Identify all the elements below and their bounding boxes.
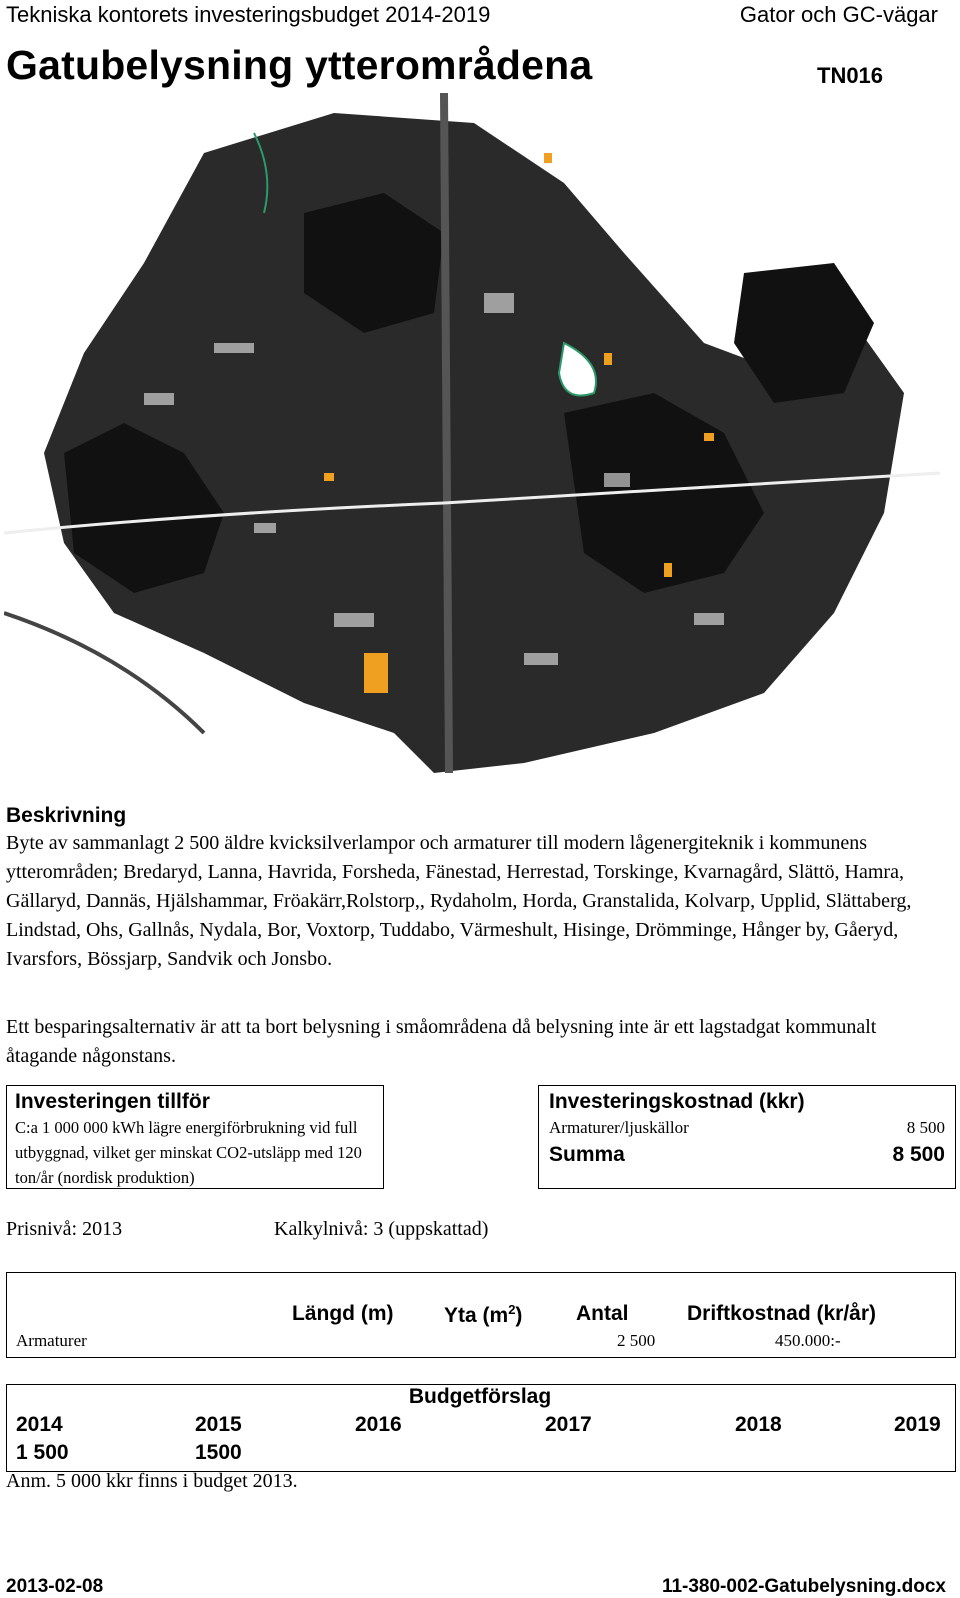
calculation-level: Kalkylnivå: 3 (uppskattad) [274,1218,489,1240]
budget-note: Anm. 5 000 kkr finns i budget 2013. [6,1470,298,1492]
sum-value: 8 500 [892,1143,945,1166]
investment-cost-sum [549,1141,945,1169]
budget-title: Budgetförslag [408,1385,552,1408]
col-area-suffix: ) [515,1304,523,1327]
table-row-label: Armaturer [16,1331,87,1350]
savings-paragraph: Ett besparingsalternativ är att ta bort belysning i småområdena då belysning inte är ett lagstadgat kommunalt åtagande någonstans. [6,1016,877,1067]
investment-adds-heading: Investeringen tillför [15,1090,210,1113]
price-level: Prisnivå: 2013 [6,1218,123,1240]
budget-year: 2016 [355,1413,402,1436]
page-title: Gatubelysning ytterområdena [6,42,593,88]
description-heading: Beskrivning [6,804,127,827]
budget-value: 1 500 [16,1441,69,1464]
description-paragraph: Byte av sammanlagt 2 500 äldre kvicksilverlampor och armaturer till modern lågenergiteknik i kommunens ytterområden; Bredaryd, Lanna, Havrida, Forsheda, Fänestad, Herrestad, Torskinge, Kvarnagård, Slättö, Hamra, Gällaryd, Dannäs, Hjälshammar, Fröakärr,Rolstorp,, Rydaholm, Horda, Granstalida, Kolvarp, Upplid, Slättaberg, Lindstad, Ohs, Gallnås, Nydala, Bor, Voxtorp, Tuddabo, Värmeshult, Hisinge, Drömminge, Hånger by, Gåeryd, Ivarsfors, Bössjarp, Sandvik och Jonsbo. [6,832,912,970]
budget-year: 2018 [735,1413,782,1436]
investment-adds-text: C:a 1 000 000 kWh lägre energiförbrukning vid full utbyggnad, vilket ger minskat CO2-utsläpp med 120 ton/år (nordisk produktion) [15,1118,362,1187]
budget-year: 2019 [894,1413,941,1436]
footer-filename: 11-380-002-Gatubelysning.docx [661,1576,946,1597]
col-cost-header: Driftkostnad (kr/år) [687,1302,877,1325]
investment-adds-box [6,1085,384,1189]
investment-cost-box [538,1085,956,1189]
sum-label: Summa [549,1143,625,1166]
col-area-header [444,1302,522,1328]
investment-cost-row [549,1115,945,1141]
col-area-superscript: 2 [508,1302,516,1317]
col-area-prefix: Yta (m [444,1304,509,1327]
investment-cost-heading: Investeringskostnad (kkr) [549,1090,805,1113]
header-right-text: Gator och GC-vägar [739,2,938,27]
city-map-image [4,93,940,773]
col-length-header: Längd (m) [292,1302,394,1325]
table-row-count: 2 500 [617,1331,656,1350]
budget-year: 2015 [195,1413,242,1436]
table-row-cost: 450.000:- [775,1331,841,1350]
budget-value: 1500 [195,1441,242,1464]
header-left-text: Tekniska kontorets investeringsbudget 2014-2019 [6,2,491,27]
budget-year: 2014 [16,1413,63,1436]
project-code: TN016 [817,63,884,88]
cost-item-label: Armaturer/ljuskällor [549,1118,689,1137]
footer-date: 2013-02-08 [6,1576,104,1597]
col-count-header: Antal [576,1302,629,1325]
budget-year: 2017 [545,1413,592,1436]
cost-item-value: 8 500 [906,1118,945,1137]
